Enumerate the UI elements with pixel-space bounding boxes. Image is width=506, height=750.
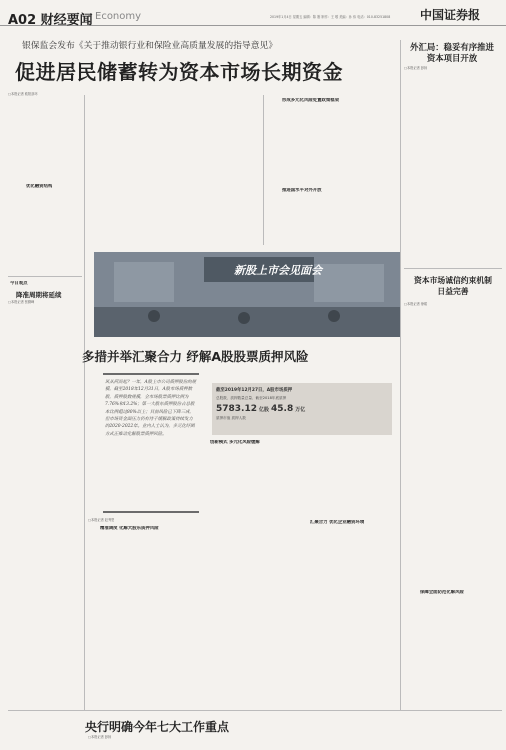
feature-section-2: 创新模式 多元化风险缓解 — [210, 440, 260, 445]
feature-headline: 多措并举汇聚合力 纾解A股股票质押风险 — [82, 349, 309, 364]
mid-headline-1: 形成多元化风险处置政策框架 — [282, 98, 340, 103]
left-col-text-2 — [8, 192, 82, 272]
right-col-text-2 — [404, 310, 502, 710]
section-number: A02 财经要闻 — [8, 13, 93, 28]
date-line: 2019年1月4日 星期五 编辑：陈 刚 制作：王 敬 美编：孙 伟 电话：010-83251808 — [270, 15, 391, 19]
bottom-text — [160, 735, 500, 749]
pledge-data-box — [212, 383, 392, 435]
feature-text-2 — [192, 442, 292, 704]
feature-section-1: 精准调度 化解大股东质押风险 — [100, 526, 159, 531]
data-box-line1: 截至2019年12月27日，A股市场质押 — [216, 388, 293, 393]
data-box-numbers — [216, 404, 388, 414]
mid-right-text-1 — [266, 106, 326, 246]
newspaper-logo: 中国证券报 — [420, 8, 481, 22]
opinion-byline: □本报记者 张勤峰 — [8, 300, 35, 304]
data-box-num1: 5783.12 — [216, 404, 257, 414]
feature-byline: □本报记者 赵秀恩 — [88, 518, 115, 522]
feature-section-3: 汇聚合力 优化企业融资环境 — [310, 520, 365, 525]
data-box-num2: 45.8 — [271, 404, 294, 414]
pull-quote: 风从何而起？一年，A股上市公司质押股份的规模，截至2018年12月31日，A股市场质押数股，质押股数规模，全市场股票质押比例为7.76%和13.2%；第一大股东质押股份占总股本比例超过80%以上；目前风险已下降三成，但市场资金面压力仍有待于缓解政策持续发力的2020-2022年。业内人士认为，多元化纾困方式正推动化解股票质押风险。 — [103, 373, 199, 513]
mid-headline-2: 推进国水平对外开放 — [282, 188, 322, 193]
left-col-text-1 — [8, 100, 82, 180]
data-box-unit2: 万亿 — [295, 406, 306, 413]
opinion-headline: 降准周期将延续 — [16, 291, 62, 299]
banner-title: 新股上市会见面会 — [234, 264, 322, 277]
right-byline-2: □本报记者 徐昭 — [404, 302, 428, 306]
bottom-byline: □本报记者 彭扬 — [88, 735, 112, 739]
right-subheadline-line1: 资本市场诚信约束机制 — [414, 276, 492, 285]
today-label: 今日观点 — [10, 281, 28, 286]
right-col-text-1 — [404, 73, 502, 263]
left-col-text-3 — [8, 312, 82, 707]
data-box-line3: 质押市值 质押人数 — [216, 416, 246, 420]
right-headline-line1: 外汇局：稳妥有序推进 — [410, 42, 494, 52]
right-subheadline — [404, 275, 502, 297]
mid-right-text-2 — [330, 96, 398, 246]
mid-text — [176, 96, 260, 246]
right-headline — [402, 42, 502, 64]
data-box-line2: 总股数、质押数量总量、截至2018年底质押 — [216, 396, 287, 400]
right-subheadline-line2: 日益完善 — [437, 287, 469, 296]
bottom-headline: 央行明确今年七大工作重点 — [85, 720, 230, 734]
left-section-label: 优化融资结构 — [26, 184, 53, 189]
stock-exchange-photo — [94, 252, 400, 337]
mid-left-text — [88, 96, 172, 246]
right-byline: □本报记者 彭扬 — [404, 66, 428, 70]
right-headline-line2: 资本项目开放 — [426, 53, 478, 63]
section-english-title: Economy — [95, 11, 142, 22]
lead-kicker: 银保监会发布《关于推动银行业和保险业高质量发展的指导意见》 — [22, 41, 278, 51]
feature-text-3 — [296, 442, 396, 704]
data-box-unit1: 亿股 — [259, 406, 270, 413]
lead-byline: □本报记者 欧阳剑环 — [8, 92, 38, 96]
feature-text-1 — [88, 534, 188, 704]
feature-section-4: 保障全面防范化解风险 — [420, 590, 464, 595]
lead-headline: 促进居民储蓄转为资本市场长期资金 — [15, 60, 343, 84]
